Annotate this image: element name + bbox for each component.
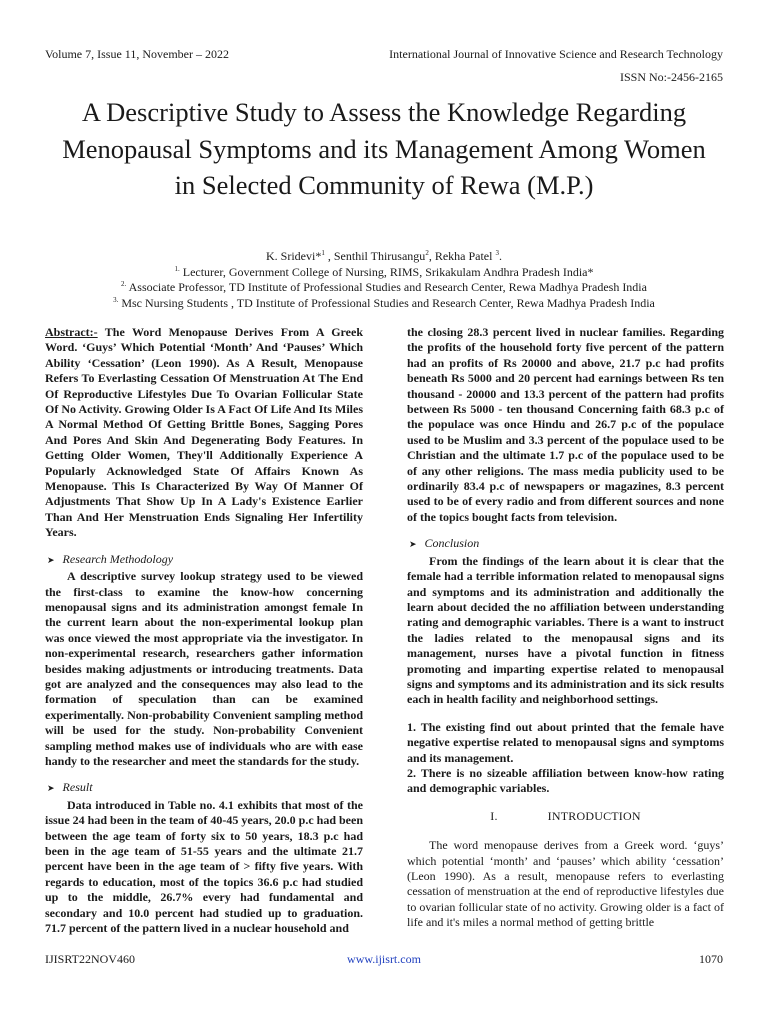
- arrow-bullet-icon: ➤: [409, 540, 417, 551]
- result-text-continued: the closing 28.3 percent lived in nuclear families. Regarding the profits of the household forty five percent of the pattern had an profits of Rs 20000 and above, 21.7 p.c had profits beneath Rs 5000 and 20 percent had earnings between Rs ten thousand - 20000 and 13.3 percent of the pattern had profits between Rs 5000 - ten thousand Concerning faith 68.3 p.c of the populace was once Hindu and 26.7 p.c of the populace used to be Muslim and 3.3 percent of the populace used to be Christian and the ultimate 1.7 p.c of the populace used to be of any other religions. The mass media publicity used to be ordinarily 83.4 p.c of newspapers or magazines, 8.3 percent used to be of every radio and from different sources and none of the topics bought facts from television.: [407, 325, 724, 524]
- paper-id: IJISRT22NOV460: [45, 952, 135, 966]
- conclusion-heading: ➤ Conclusion: [409, 536, 480, 551]
- arrow-bullet-icon: ➤: [47, 784, 55, 795]
- affiliation-2: $^{2.}$ Associate Professor, TD Institute of Professional Studies and Research Center, Rewa Madhya Pradesh India: [121, 280, 647, 294]
- arrow-bullet-icon: ➤: [47, 555, 55, 566]
- conclusion-point-2: 2. There is no sizeable affiliation between know-how rating and demographic variables.: [407, 765, 724, 796]
- introduction-heading: I. INTRODUCTION: [490, 808, 641, 823]
- affiliation-3: $^{3.}$ Msc Nursing Students , TD Institute of Professional Studies and Research Center, Rewa Madhya Pradesh India: [113, 295, 655, 310]
- research-methodology-heading: ➤ Research Methodology: [47, 551, 174, 566]
- affiliation-1: $^{1.}$ Lecturer, Government College of Nursing, RIMS, Srikakulam Andhra Pradesh India*: [174, 264, 594, 279]
- research-methodology-text: A descriptive survey lookup strategy used to be viewed the first-class to examine the know-how concerning menopausal signs and its administration amongst female In the current learn about the non-experimental lookup plan was once viewed the most appropriate via the investigator. In non-experimental research, researchers gather information besides making adjustments or introducing treatments. Data got are analyzed and the consequences may also lead to the formation of speculation than can be examined experimentally. Non-probability Convenient sampling method will be used for the study. Non-probability Convenient sampling method makes use of individuals who are with ease handy to the researcher and meet the standards for the study.: [45, 569, 363, 768]
- issn: ISSN No:-2456-2165: [619, 70, 723, 84]
- volume-info: Volume 7, Issue 11, November – 2022: [45, 47, 229, 61]
- author-list: K. Sridevi*$^1$ , Senthil Thirusangu$^2$, Rekha Patel $^3$.: [266, 249, 502, 263]
- result-text: Data introduced in Table no. 4.1 exhibits that most of the issue 24 had been in the team of 40-45 years, 20.0 p.c had been between the age team of forty six to 50 years, 18.3 p.c had been in the age team of 51-55 years and the ultimate 21.7 percent have been in the age team of > fifty five years. With regards to education, most of the topics 36.6 p.c had studied up to the middle, 26.7% every had fundamental and secondary and 10.0 percent had studied up to graduation. 71.7 percent of the pattern lived in a nuclear household and: [45, 797, 364, 936]
- conclusion-point-1: 1. The existing find out about printed that the female have negative expertise related to menopausal signs and symptoms and its management.: [407, 719, 724, 765]
- journal-name: International Journal of Innovative Science and Research Technology: [389, 47, 723, 61]
- conclusion-text: From the findings of the learn about it is clear that the female had a terrible information related to menopausal signs and symptoms and its administration and additionally the learn about decided the no affiliation between understanding rating and demographic variables. There is a want to instruct the ladies related to the menopausal signs and its management, nurses have a pivotal function in fitness promoting and imparting expertise related to menopausal signs and symptoms and its administration and its sick results each in health facility and neighborhood settings.: [407, 553, 724, 707]
- journal-url-link[interactable]: www.ijisrt.com: [347, 952, 421, 966]
- introduction-text: The word menopause derives from a Greek word. ‘guys’ which potential ‘month’ and ‘pauses’ which ability ‘cessation’ (Leon 1990). As a result, menopause refers to everlasting cessation of menstruation at the end of reproductive lifestyles due to ovarian follicular state of no activity. Growing older is a fact of life and it's miles a normal method of getting brittle: [407, 838, 724, 930]
- right-column: [407, 325, 724, 931]
- author-block: [40, 249, 728, 311]
- paper-title: A Descriptive Study to Assess the Knowledge Regarding Menopausal Symptoms and its Management Among Women in Selected Community of Rewa (M.P.): [62, 97, 706, 200]
- result-heading: ➤ Result: [47, 780, 93, 795]
- page-number: 1070: [699, 952, 723, 966]
- left-column: [45, 325, 363, 936]
- abstract: Abstract:- The Word Menopause Derives From A Greek Word. ‘Guys’ Which Potential ‘Month’ And ‘Pauses’ Which Ability ‘Cessation’ (Leon 1990). As A Result, Menopause Refers To Everlasting Cessation Of Menstruation At The End Of Reproductive Lifestyles Due To Ovarian Follicular State Of No Activity. Growing Older Is A Fact Of Life And Its Miles A Normal Method Of Getting Brittle Bones, Sagging Pores And Pores And Skin And Degenerating Body Features. In Getting Older Women, They'll Additionally Experience A Popularly Acknowledged State Of Affairs Known As Menopause. This Is Characterized By Way Of Manner Of Adjustments That Show Up In A Lady's Existence Earlier Than And Her Menstruation Ends Signaling Her Infertility Years.: [45, 325, 363, 540]
